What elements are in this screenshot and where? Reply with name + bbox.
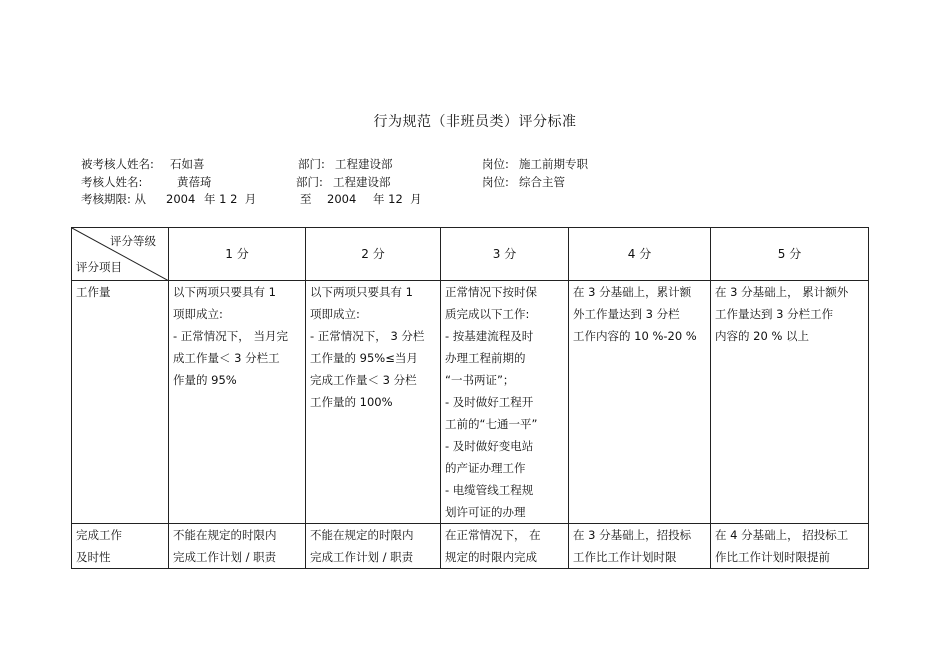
criteria-line: 工作量的 95%≤当月 <box>310 351 418 365</box>
criteria-line: - 按基建流程及时 <box>445 329 534 343</box>
grade-header-1: 1 分 <box>169 228 306 281</box>
criteria-line: 作量的 95% <box>173 373 237 387</box>
grade-header-5: 5 分 <box>711 228 869 281</box>
item-label-line: 完成工作 <box>76 528 122 542</box>
criteria-line: - 及时做好工程开 <box>445 395 534 409</box>
criteria-line: 划许可证的办理 <box>445 505 526 519</box>
grade-header-2: 2 分 <box>306 228 441 281</box>
corner-cell <box>72 228 169 281</box>
criteria-line: 完成工作计划 / 职责 <box>310 550 414 564</box>
assessee-name: 石如喜 <box>170 157 205 171</box>
criteria-cell <box>441 524 569 569</box>
criteria-cell <box>306 524 441 569</box>
scoring-table <box>71 227 869 569</box>
dept2-value: 工程建设部 <box>333 175 391 189</box>
criteria-line: 工作量达到 3 分栏工作 <box>715 307 834 321</box>
criteria-cell <box>711 281 869 524</box>
period-to-unit: 年 12 月 <box>373 192 422 206</box>
criteria-line: - 正常情况下， 当月完 <box>173 329 288 343</box>
item-label-line: 及时性 <box>76 550 111 564</box>
criteria-line: 工前的“七通一平” <box>445 417 538 431</box>
criteria-line: 工作量的 100% <box>310 395 393 409</box>
dept1-label: 部门: <box>298 157 325 171</box>
post1-label: 岗位: <box>482 157 509 171</box>
period-label: 考核期限: 从 <box>81 192 147 206</box>
dept1-value: 工程建设部 <box>335 157 393 171</box>
post2-value: 综合主管 <box>519 175 565 189</box>
criteria-line: 作比工作计划时限提前 <box>715 550 830 564</box>
period-to: 至 <box>300 192 312 206</box>
item-workload: 工作量 <box>72 281 169 524</box>
criteria-line: 在 3 分基础上， 累计额外 <box>715 285 849 299</box>
criteria-line: 质完成以下工作: <box>445 307 530 321</box>
criteria-cell <box>441 281 569 524</box>
criteria-cell <box>306 281 441 524</box>
criteria-cell <box>569 281 711 524</box>
assessor-label: 考核人姓名: <box>81 175 143 189</box>
grade-header-3: 3 分 <box>441 228 569 281</box>
grade-header-4: 4 分 <box>569 228 711 281</box>
criteria-line: 工作内容的 10 %-20 % <box>573 329 697 343</box>
page-title: 行为规范（非班员类）评分标准 <box>373 114 577 130</box>
criteria-line: 完成工作量＜ 3 分栏 <box>310 373 417 387</box>
criteria-cell <box>169 281 306 524</box>
post2-label: 岗位: <box>482 175 509 189</box>
criteria-cell <box>169 524 306 569</box>
criteria-line: 项即成立: <box>310 307 360 321</box>
criteria-line: - 正常情况下， 3 分栏 <box>310 329 425 343</box>
criteria-line: - 及时做好变电站 <box>445 439 534 453</box>
criteria-line: 工作比工作计划时限 <box>573 550 677 564</box>
criteria-line: 项即成立: <box>173 307 223 321</box>
criteria-line: 不能在规定的时限内 <box>310 528 414 542</box>
criteria-cell <box>569 524 711 569</box>
table-row-timeliness <box>72 524 869 569</box>
criteria-line: - 电缆管线工程规 <box>445 483 534 497</box>
period-from-year: 2004 <box>166 192 196 206</box>
criteria-line: 外工作量达到 3 分栏 <box>573 307 680 321</box>
criteria-line: 成工作量＜ 3 分栏工 <box>173 351 280 365</box>
criteria-line: 在 4 分基础上， 招投标工 <box>715 528 849 542</box>
dept2-label: 部门: <box>296 175 323 189</box>
criteria-line: 以下两项只要具有 1 <box>310 285 413 299</box>
criteria-line: 办理工程前期的 <box>445 351 526 365</box>
item-timeliness <box>72 524 169 569</box>
corner-item-label: 评分项目 <box>76 260 122 274</box>
period-from-unit: 年 1 2 月 <box>204 192 257 206</box>
period-to-year: 2004 <box>327 192 357 206</box>
table-row-workload <box>72 281 869 524</box>
criteria-line: 完成工作计划 / 职责 <box>173 550 277 564</box>
criteria-line: 不能在规定的时限内 <box>173 528 277 542</box>
header-row <box>72 228 869 281</box>
criteria-line: 规定的时限内完成 <box>445 550 537 564</box>
criteria-line: 以下两项只要具有 1 <box>173 285 276 299</box>
corner-grade-label: 评分等级 <box>110 234 156 248</box>
criteria-line: 的产证办理工作 <box>445 461 526 475</box>
criteria-line: 内容的 20 % 以上 <box>715 329 810 343</box>
criteria-line: 正常情况下按时保 <box>445 285 537 299</box>
criteria-line: 在正常情况下， 在 <box>445 528 541 542</box>
criteria-line: “一书两证”； <box>445 373 515 387</box>
criteria-cell <box>711 524 869 569</box>
criteria-line: 在 3 分基础上，累计额 <box>573 285 692 299</box>
post1-value: 施工前期专职 <box>519 157 588 171</box>
criteria-line: 在 3 分基础上，招投标 <box>573 528 692 542</box>
assessor-name: 黄蓓琦 <box>177 175 212 189</box>
assessee-label: 被考核人姓名: <box>81 157 154 171</box>
